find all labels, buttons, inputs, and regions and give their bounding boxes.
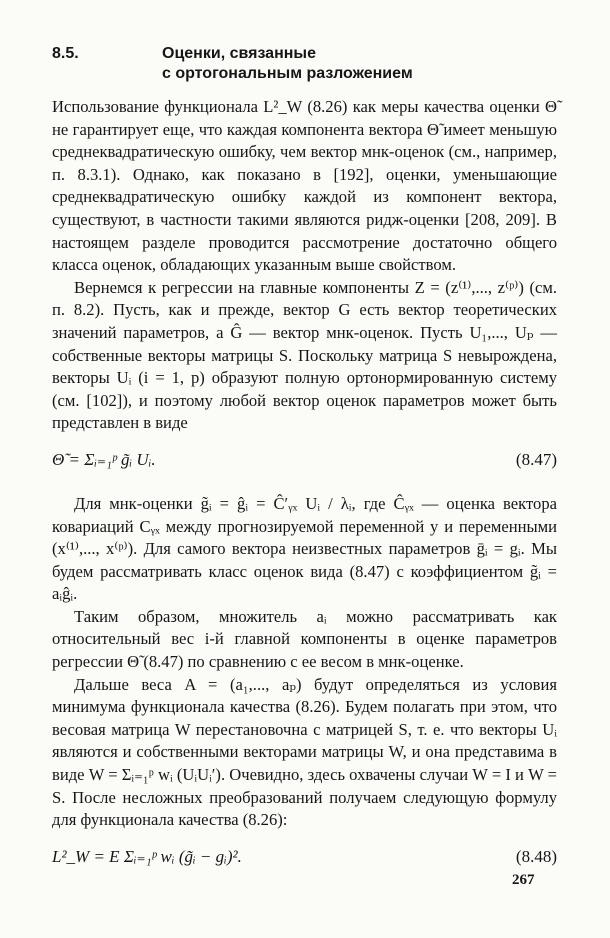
equation-number: (8.48) — [515, 846, 557, 866]
paragraph-4: Таким образом, множитель aᵢ можно рассматривать как относительный вес i-й главной компоненты в оценке параметров регрессии Θ̃ (8.47) по сравнению с ее весом в мнк-оценке. — [52, 606, 557, 672]
section-title-line1: Оценки, связанные — [162, 45, 316, 62]
section-number: 8.5. — [52, 45, 79, 62]
paragraph-2: Вернемся к регрессии на главные компоненты Z = (z⁽¹⁾,..., z⁽ᵖ⁾) (см. п. 8.2). Пусть, как и прежде, вектор G есть вектор теоретических значений параметров, а Ĝ — вектор мнк-оценок. Пусть U₁,..., Uₚ — собственные векторы матрицы S. Поскольку матрица S невырождена, векторы Uᵢ (i = 1, p) образуют полную ортонормированную систему (см. [102]), и поэтому любой вектор оценок параметров может быть представлен в виде — [52, 277, 557, 433]
equation-formula: L²_W = E Σᵢ₌₁ᵖ wᵢ (g̃ᵢ − gᵢ)². — [52, 846, 242, 866]
page-body — [52, 96, 557, 890]
paragraph-3: Для мнк-оценки g̃ᵢ = ĝᵢ = Ĉ′ᵧₓ Uᵢ / λᵢ, где Ĉᵧₓ — оценка вектора ковариаций Cᵧₓ между прогнозируемой переменной y и переменными (x⁽¹⁾,..., x⁽ᵖ⁾). Для самого вектора неизвестных параметров ḡᵢ = gᵢ. Мы будем рассматривать класс оценок вида (8.47) с коэффициентом g̃ᵢ = aᵢĝᵢ. — [52, 493, 557, 604]
equation-8-47 — [52, 439, 557, 487]
page-number: 267 — [512, 872, 535, 888]
equation-formula: Θ̃ = Σᵢ₌₁ᵖ g̃ᵢ Uᵢ. — [52, 449, 156, 469]
paragraph-5: Дальше веса A = (a₁,..., aₚ) будут определяться из условия минимума функционала качества (8.26). Будем полагать при этом, что весовая матрица W перестановочна с матрицей S, т. е. что векторы Uᵢ являются и собственными векторами матрицы W, и она представима в виде W = Σᵢ₌₁ᵖ wᵢ (UᵢUᵢ′). Очевидно, здесь охвачены случаи W = I и W = S. После несложных преобразований получаем следующую формулу для функционала качества (8.26): — [52, 674, 557, 830]
equation-number: (8.47) — [515, 449, 557, 469]
equation-8-48 — [52, 836, 557, 884]
paragraph-1: Использование функционала L²_W (8.26) как меры качества оценки Θ̃ не гарантирует еще, что каждая компонента вектора Θ̃ имеет меньшую среднеквадратическую ошибку, чем вектор мнк-оценок (см., например, п. 8.3.1). Однако, как показано в [192], оценки, уменьшающие среднеквадратическую ошибку каждой из компонент вектора, существуют, в частности такими являются ридж-оценки [208, 209]. В настоящем разделе проводится рассмотрение достаточно общего класса оценок, обладающих указанным выше свойством. — [52, 97, 557, 275]
section-title-line2: с ортогональным разложением — [162, 65, 413, 82]
